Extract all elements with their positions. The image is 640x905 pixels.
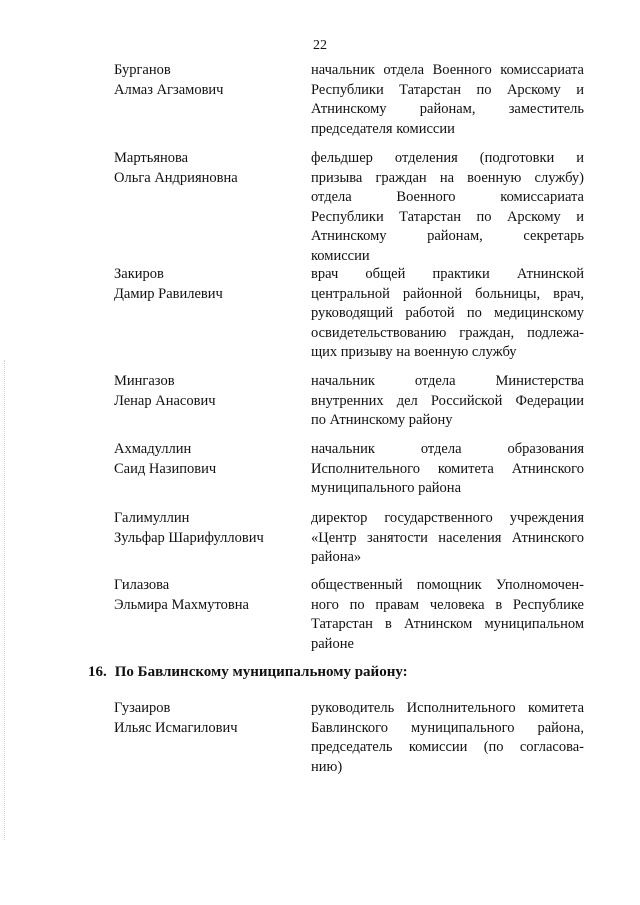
section-heading (88, 664, 408, 681)
role-line: председателя комиссии (311, 120, 455, 137)
role-line: отдела Военного комиссариата (311, 189, 584, 205)
member-given-name: Алмаз Агзамович (114, 81, 224, 98)
member-role (311, 576, 584, 654)
member-role (311, 149, 584, 266)
role-line: начальник отдела образования (311, 441, 584, 457)
role-line: ного по правам человека в Республике (311, 596, 584, 613)
role-line: руководитель Исполнительного комитета (311, 700, 584, 716)
role-line: комиссии (311, 247, 370, 264)
role-line: «Центр занятости населения Атнинского (311, 529, 584, 546)
member-role (311, 265, 584, 363)
role-line: директор государственного учреждения (311, 510, 584, 526)
role-line: призыва граждан на военную службу) (311, 169, 584, 186)
section-number: 16. (88, 664, 107, 680)
member-name (114, 372, 299, 411)
role-line: освидетельствованию граждан, подлежа- (311, 324, 584, 341)
role-line: по Атнинскому району (311, 412, 453, 428)
member-name (114, 61, 299, 100)
member-given-name: Дамир Равилевич (114, 285, 223, 302)
member-surname: Ахмадуллин (114, 441, 192, 457)
scan-margin-artifact (4, 360, 6, 840)
role-line: Республики Татарстан по Арскому и (311, 81, 584, 98)
member-surname: Закиров (114, 266, 164, 282)
member-surname: Галимуллин (114, 510, 190, 526)
member-role (311, 509, 584, 568)
member-name (114, 149, 299, 188)
role-line: внутренних дел Российской Федерации (311, 392, 584, 409)
member-role (311, 61, 584, 139)
section-title: По Бавлинскому муниципальному району: (114, 664, 408, 680)
member-surname: Гилазова (114, 577, 170, 593)
member-given-name: Зульфар Шарифуллович (114, 529, 264, 546)
member-given-name: Эльмира Махмутовна (114, 596, 249, 613)
member-given-name: Ленар Анасович (114, 392, 216, 409)
role-line: председатель комиссии (по согласова- (311, 739, 584, 755)
role-line: нию) (311, 758, 343, 775)
member-surname: Гузаиров (114, 700, 171, 716)
member-name (114, 699, 299, 738)
role-line: Атнинскому районам, секретарь (311, 228, 584, 244)
role-line: района» (311, 549, 362, 565)
role-line: руководящий работой по медицинскому (311, 305, 584, 321)
member-given-name: Ильяс Исмагилович (114, 719, 238, 736)
member-surname: Мингазов (114, 373, 175, 389)
role-line: начальник отдела Военного комиссариата (311, 62, 584, 78)
member-role (311, 699, 584, 777)
member-role (311, 440, 584, 499)
role-line: районе (311, 635, 354, 652)
member-name (114, 576, 299, 615)
page-number: 22 (313, 38, 327, 53)
role-line: Республики Татарстан по Арскому и (311, 208, 584, 225)
role-line: Атнинскому районам, заместитель (311, 101, 584, 117)
role-line: общественный помощник Уполномочен- (311, 577, 584, 593)
role-line: Татарстан в Атнинском муниципальном (311, 616, 584, 632)
member-name (114, 440, 299, 479)
role-line: центральной районной больницы, врач, (311, 285, 584, 302)
role-line: муниципального района (311, 480, 461, 496)
member-role (311, 372, 584, 431)
member-surname: Мартьянова (114, 150, 189, 166)
role-line: начальник отдела Министерства (311, 373, 584, 389)
role-line: врач общей практики Атнинской (311, 266, 584, 282)
role-line: Бавлинского муниципального района, (311, 719, 584, 736)
role-line: фельдшер отделения (подготовки и (311, 150, 584, 166)
member-surname: Бурганов (114, 62, 171, 78)
member-given-name: Ольга Андрияновна (114, 169, 238, 186)
member-name (114, 509, 299, 548)
role-line: щих призыву на военную службу (311, 344, 517, 360)
member-name (114, 265, 299, 304)
member-given-name: Саид Назипович (114, 460, 217, 477)
role-line: Исполнительного комитета Атнинского (311, 460, 584, 477)
